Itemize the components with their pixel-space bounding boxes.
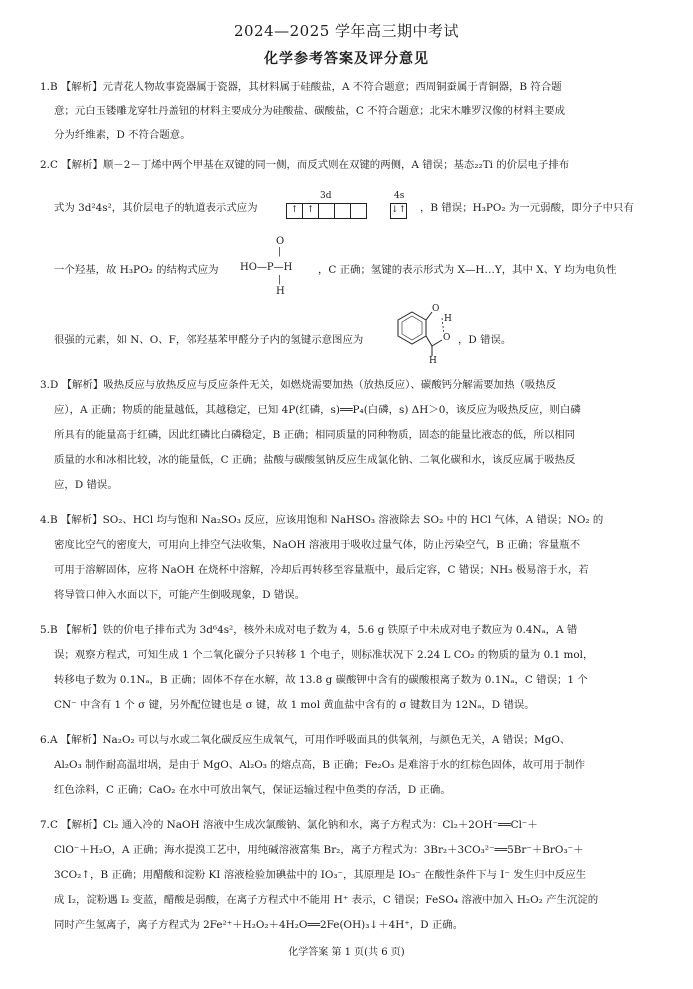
text-line: 3.D 【解析】吸热反应与放热反应与反应条件无关，如燃烧需要加热（放热反应）、碳酸钙分解需要加热（吸热反 <box>40 379 557 391</box>
text-line: 将导管口伸入水面以下，可能产生倒吸现象，D 错误。 <box>54 589 306 601</box>
text-line: 2.C 【解析】顺－2－丁烯中两个甲基在双键的同一侧，而反式则在双键的两侧，A 错误；基态₂₂Ti 的价层电子排布 <box>40 159 570 171</box>
orbital-cell: ↓↑ <box>390 203 407 219</box>
text-line: 意；元白玉镂雕龙穿牡丹盖钮的材料主要成分为硅酸盐、碳酸盐，C 不符合题意；北宋木雕罗汉像的材料主要成 <box>54 105 565 117</box>
atom-h: H <box>276 286 285 297</box>
text-line: ，B 错误；H₃PO₂ 为一元弱酸，即分子中只有 <box>420 202 634 214</box>
atom-h: H <box>429 356 437 366</box>
text-line: ，D 错误。 <box>458 334 512 346</box>
atom-h: H <box>444 314 452 324</box>
atom-o: O <box>443 333 451 343</box>
orbital-label-4s: 4s <box>394 191 405 201</box>
page-title: 2024—2025 学年高三期中考试 <box>233 22 460 40</box>
h3po2-structure: O | HO—P—H | H <box>240 236 293 297</box>
orbital-cell <box>350 203 367 219</box>
text-line: CN⁻ 中含有 1 个 σ 键，另外配位键也是 σ 键，故 1 mol 黄血盐中含有的 σ 键数目为 12Nₐ，D 错误。 <box>54 699 535 711</box>
atom-o: O <box>276 236 285 247</box>
structure-chain: HO—P—H <box>240 262 293 273</box>
text-line: 式为 3d²4s²，其价层电子的轨道表示式应为 <box>54 202 258 214</box>
text-line: 6.A 【解析】Na₂O₂ 可以与水或二氧化碳反应生成氧气，可用作呼吸面具的供氧剂，与颜色无关，A 错误；MgO、 <box>40 734 571 746</box>
text-line: 可用于溶解固体，应将 NaOH 在烧杯中溶解，冷却后再转移至容量瓶中，最后定容，C 错误；NH₃ 极易溶于水，若 <box>54 564 589 576</box>
text-line: 很强的元素，如 N、O、F，邻羟基苯甲醛分子内的氢键示意图应为 <box>54 334 364 346</box>
text-line: Al₂O₃ 制作耐高温坩埚，是由于 MgO、Al₂O₃ 的熔点高，B 正确；Fe₂O₃ 是难溶于水的红棕色固体，故可用于制作 <box>54 759 586 771</box>
orbital-cell <box>318 203 335 219</box>
text-line: 1.B 【解析】元青花人物故事瓷器属于瓷器，其材料属于硅酸盐，A 不符合题意；西周铜蚕属于青铜器，B 符合题 <box>40 81 562 93</box>
orbital-diagram <box>286 193 416 219</box>
text-line: 误；观察方程式，可知生成 1 个二氧化碳分子只转移 1 个电子，则标准状况下 2.24 L CO₂ 的物质的量为 0.1 mol， <box>54 649 594 661</box>
hydrogen-bond-diagram <box>392 304 452 368</box>
text-line: 同时产生氢离子，离子方程式为 2Fe²⁺＋H₂O₂＋4H₂O══2Fe(OH)₃↓＋4H⁺，D 正确。 <box>54 919 464 931</box>
text-line: 应），A 正确；物质的能量越低，其越稳定，已知 4P(红磷，s)══P₄(白磷，s) ΔH＞0，该反应为吸热反应，则白磷 <box>54 404 581 416</box>
atom-o: O <box>432 304 440 314</box>
text-line: 成 I₂，淀粉遇 I₂ 变蓝，醋酸是弱酸，在离子方程式中不能用 H⁺ 表示，C 错误；FeSO₄ 溶液中加入 H₂O₂ 产生沉淀的 <box>54 894 599 906</box>
text-line: 分为纤维素，D 不符合题意。 <box>54 129 191 141</box>
text-line: 密度比空气的密度大，可用向上排空气法收集，NaOH 溶液用于吸收过量气体，防止污染空气，B 正确；容量瓶不 <box>54 539 581 551</box>
orbital-cell: ↑ <box>286 203 303 219</box>
text-line: 质量的水和冰相比较，冰的能量低，C 正确；盐酸与碳酸氢钠反应生成氯化钠、二氧化碳和水，该反应属于吸热反 <box>54 454 576 466</box>
text-line: 一个羟基，故 H₃PO₂ 的结构式应为 <box>54 264 219 276</box>
text-line: ，C 正确；氢键的表示形式为 X—H…Y，其中 X、Y 均为电负性 <box>318 264 617 276</box>
text-line: 4.B 【解析】SO₂、HCl 均与饱和 Na₂SO₃ 反应，应该用饱和 NaHSO₃ 溶液除去 SO₂ 中的 HCl 气体，A 错误；NO₂ 的 <box>40 514 604 526</box>
page-footer: 化学答案 第 1 页(共 6 页) <box>288 947 405 958</box>
page-subtitle: 化学参考答案及评分意见 <box>264 51 429 67</box>
text-line: 应，D 错误。 <box>54 479 118 491</box>
text-line: 所具有的能量高于红磷，因此红磷比白磷稳定，B 正确；相同质量的同种物质，固态的能量比液态的低，所以相同 <box>54 429 576 441</box>
text-line: 红色涂料，C 正确；CaO₂ 在水中可放出氧气，保证运输过程中鱼类的存活，D 正确。 <box>54 784 451 796</box>
text-line: 7.C 【解析】Cl₂ 通入冷的 NaOH 溶液中生成次氯酸钠、氯化钠和水，离子方程式为：Cl₂＋2OH⁻══Cl⁻＋ <box>40 819 538 831</box>
text-line: ClO⁻＋H₂O，A 正确；海水提溴工艺中，用纯碱溶液富集 Br₂，离子方程式为：3Br₂＋3CO₃²⁻══5Br⁻＋BrO₃⁻＋ <box>54 844 584 856</box>
text-line: 转移电子数为 0.1Nₐ，B 正确；固体不存在水解，故 13.8 g 碳酸钾中含有的碳酸根离子数为 0.1Nₐ，C 错误；1 个 <box>54 674 588 686</box>
orbital-cell <box>334 203 351 219</box>
text-line: 5.B 【解析】铁的价电子排布式为 3d⁶4s²，核外未成对电子数为 4，5.6 g 铁原子中未成对电子数应为 0.4Nₐ，A 错 <box>40 624 578 636</box>
orbital-label-3d: 3d <box>320 191 332 201</box>
text-line: 3CO₂↑，B 正确；用醋酸和淀粉 KI 溶液检验加碘盐中的 IO₃⁻，其原理是 IO₃⁻ 在酸性条件下与 I⁻ 发生归中反应生 <box>54 869 587 881</box>
orbital-cell: ↑ <box>302 203 319 219</box>
